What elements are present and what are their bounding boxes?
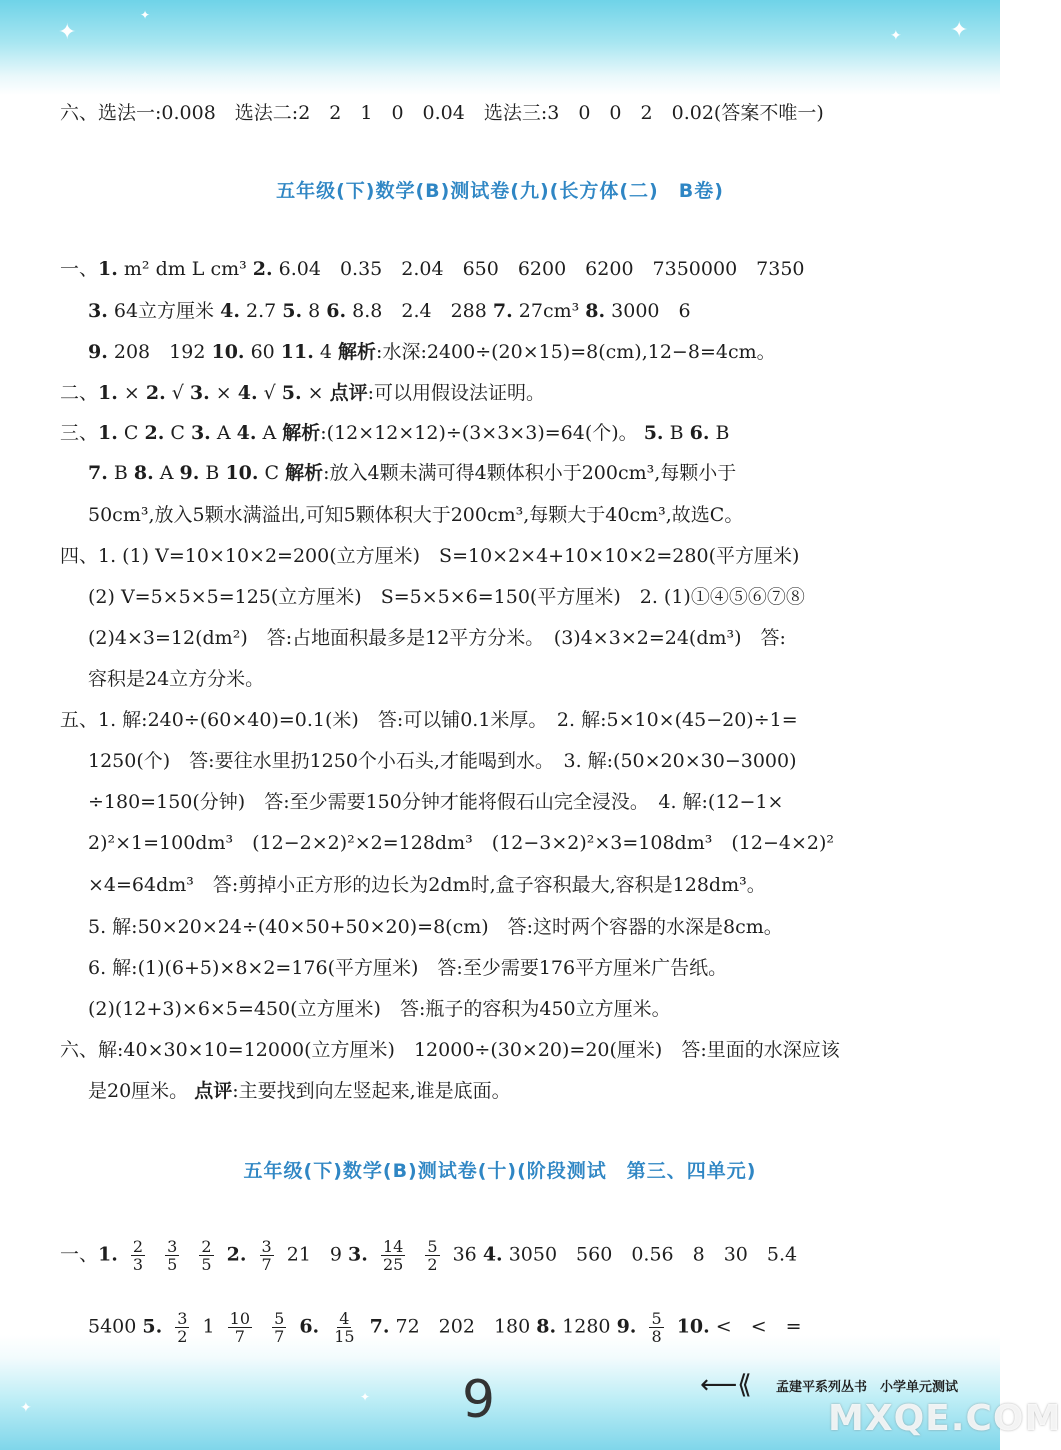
answer-line: 5. 解:50×20×24÷(40×50+50×20)=8(cm) 答:这时两个容器的水深是8cm。	[88, 916, 783, 938]
answer-line: 6. 解:(1)(6+5)×8×2=176(平方厘米) 答:至少需要176平方厘米广告纸。	[88, 957, 728, 979]
arrow-icon: ⟵⟪	[700, 1370, 752, 1400]
answer-line: 2)²×1=100dm³ (12−2×2)²×2=128dm³ (12−3×2)²×3=108dm³ (12−4×2)²	[88, 832, 834, 854]
sparkle-icon: ✦	[950, 18, 969, 43]
watermark: MXQE.COM	[828, 1398, 1061, 1439]
fraction: $\frac{5}{2}$	[427, 1237, 438, 1274]
answer-line: (2) V=5×5×5=125(立方厘米) S=5×5×6=150(平方厘米) 2. (1)①④⑤⑥⑦⑧	[88, 586, 805, 608]
answer-line: 六、解:40×30×10=12000(立方厘米) 12000÷(30×20)=20(厘米) 答:里面的水深应该	[60, 1039, 840, 1061]
sparkle-icon: ✦	[20, 1400, 32, 1416]
section-title: 五年级(下)数学(B)测试卷(十)(阶段测试 第三、四单元)	[243, 1160, 757, 1182]
answer-line: 9. 208 192 10. 60 11. 4 解析:水深:2400÷(20×15)=8(cm),12−8=4cm。	[88, 341, 776, 363]
fraction-answer-line: 5400 5. $\frac{3}{2}$ 1 $\frac{10}{7}$ $\frac{5}{7}$ 6. $\frac{4}{15}$ 7. 72 202 180 8. 1280 9. $\frac{5}{8}$ 10. < < =	[88, 1309, 802, 1346]
fraction: $\frac{5}{7}$	[274, 1309, 285, 1346]
answer-line: 50cm³,放入5颗水满溢出,可知5颗体积大于200cm³,每颗大于40cm³,故选C。	[88, 504, 744, 526]
fraction: $\frac{10}{7}$	[229, 1309, 251, 1346]
answer-line: 一、1. m² dm L cm³ 2. 6.04 0.35 2.04 650 6200 6200 7350000 7350	[60, 258, 805, 280]
answer-line: 7. B 8. A 9. B 10. C 解析:放入4颗未满可得4颗体积小于200cm³,每颗小于	[88, 462, 737, 484]
answer-line: (2)(12+3)×6×5=450(立方厘米) 答:瓶子的容积为450立方厘米。	[88, 998, 671, 1020]
section-title: 五年级(下)数学(B)测试卷(九)(长方体(二) B卷)	[276, 180, 724, 202]
answer-line: 四、1. (1) V=10×10×2=200(立方厘米) S=10×2×4+10×10×2=280(平方厘米)	[60, 545, 800, 567]
answer-line: 五、1. 解:240÷(60×40)=0.1(米) 答:可以铺0.1米厚。 2. 解:5×10×(45−20)÷1=	[60, 709, 798, 731]
answer-line: 六、选法一:0.008 选法二:2 2 1 0 0.04 选法三:3 0 0 2 0.02(答案不唯一)	[60, 102, 824, 124]
answer-line: (2)4×3=12(dm²) 答:占地面积最多是12平方分米。 (3)4×3×2=24(dm³) 答:	[88, 627, 786, 649]
fraction: $\frac{4}{15}$	[334, 1309, 355, 1346]
answer-line: ÷180=150(分钟) 答:至少需要150分钟才能将假石山完全浸没。 4. 解:(12−1×	[88, 791, 784, 813]
fraction: $\frac{5}{8}$	[651, 1309, 662, 1346]
fraction: $\frac{3}{7}$	[261, 1237, 272, 1274]
answer-line: 二、1. × 2. √ 3. × 4. √ 5. × 点评:可以用假设法证明。	[60, 382, 546, 404]
series-name: 孟建平系列丛书 小学单元测试	[776, 1380, 959, 1395]
sparkle-icon: ✦	[140, 8, 151, 22]
fraction: $\frac{2}{3}$	[132, 1237, 144, 1274]
answer-line: 容积是24立方分米。	[88, 668, 265, 690]
answer-line: 3. 64立方厘米 4. 2.7 5. 8 6. 8.8 2.4 288 7. 27cm³ 8. 3000 6	[88, 300, 691, 322]
sparkle-icon: ✦	[890, 28, 902, 44]
answer-line: 三、1. C 2. C 3. A 4. A 解析:(12×12×12)÷(3×3×3)=64(个)。 5. B 6. B	[60, 422, 730, 444]
sparkle-icon: ✦	[360, 1390, 371, 1404]
answer-line: 1250(个) 答:要往水里扔1250个小石头,才能喝到水。 3. 解:(50×20×30−3000)	[88, 750, 797, 772]
page-number: 9	[462, 1370, 496, 1430]
answer-line: 是20厘米。 点评:主要找到向左竖起来,谁是底面。	[88, 1080, 511, 1102]
fraction-answer-line: 一、1. $\frac{2}{3}$ $\frac{3}{5}$ $\frac{2}{5}$ 2. $\frac{3}{7}$ 21 9 3. $\frac{14}{25}$ $\frac{5}{2}$ 36 4. 3050 560 0.56 8 30 5.4	[60, 1237, 798, 1274]
fraction: $\frac{14}{25}$	[382, 1237, 404, 1274]
fraction: $\frac{3}{2}$	[177, 1309, 188, 1346]
sparkle-icon: ✦	[58, 20, 77, 45]
answer-line: ×4=64dm³ 答:剪掉小正方形的边长为2dm时,盒子容积最大,容积是128dm³。	[88, 874, 766, 896]
fraction: $\frac{2}{5}$	[201, 1237, 212, 1274]
fraction: $\frac{3}{5}$	[167, 1237, 178, 1274]
